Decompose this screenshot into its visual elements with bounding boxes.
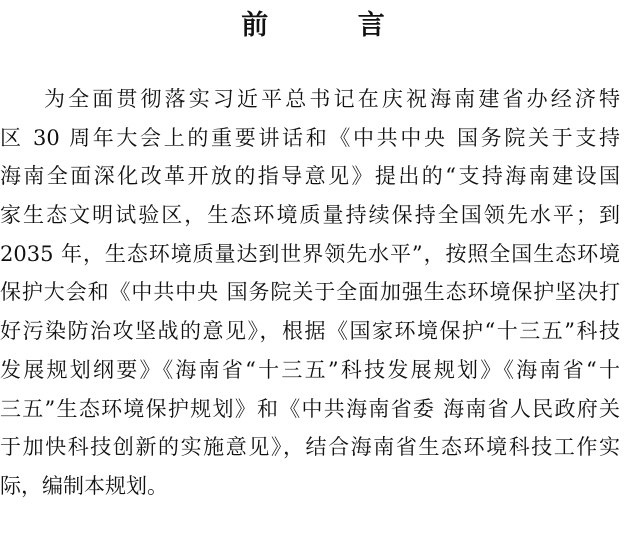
paragraph-line: 发展规划纲要》《海南省“十三五”科技发展规划》《海南省“十 — [0, 357, 620, 382]
page-title: 前 言 — [241, 10, 425, 41]
paragraph-line: 为全面贯彻落实习近平总书记在庆祝海南建省办经济特 — [44, 87, 620, 111]
paragraph-line: 区 30 周年大会上的重要讲话和《中共中央 国务院关于支持 — [0, 125, 620, 150]
paragraph-line: 于加快科技创新的实施意见》，结合海南省生态环境科技工作实 — [0, 435, 620, 460]
paragraph-line: 家生态文明试验区，生态环境质量持续保持全国领先水平；到 — [0, 203, 620, 228]
paragraph-line: 际，编制本规划。 — [0, 473, 168, 498]
paragraph-line: 保护大会和《中共中央 国务院关于全面加强生态环境保护坚决打 — [0, 280, 620, 305]
paragraph-line: 海南全面深化改革开放的指导意见》提出的“支持海南建设国 — [0, 164, 620, 189]
paragraph-line: 2035 年，生态环境质量达到世界领先水平”，按照全国生态环境 — [0, 241, 620, 266]
paragraph-line: 好污染防治攻坚战的意见》，根据《国家环境保护“十三五”科技 — [0, 319, 620, 344]
paragraph-line: 三五”生态环境保护规划》和《中共海南省委 海南省人民政府关 — [0, 396, 620, 421]
preface-paragraph — [0, 80, 626, 506]
